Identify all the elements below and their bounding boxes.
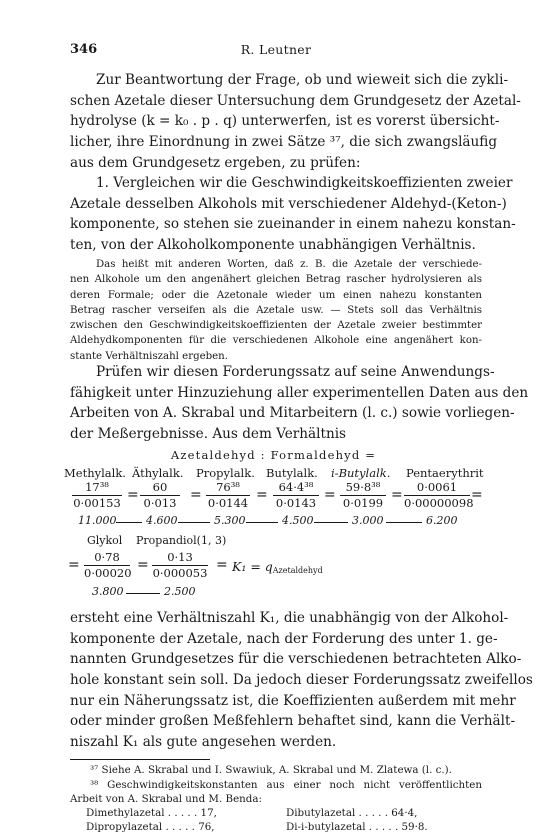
text-line: zwischen den Geschwindigkeitskoeffizienten der Azetale zweier bestimmter <box>70 320 482 332</box>
ratio-value: 2.500 <box>164 585 196 598</box>
numerator: 0·13 <box>167 550 193 564</box>
text-line: deren Formale; oder die Azetonale wieder um einen nahezu konstanten <box>70 289 482 301</box>
denominator: 0·0144 <box>207 496 249 510</box>
text-line: Aldehydkomponenten für die verschiedenen Alkohole eine angenähert kon- <box>70 335 482 347</box>
numerator: 0·78 <box>94 550 120 564</box>
text-line: hole konstant sein soll. Da jedoch dieser Forderungssatz zweifellos <box>70 672 533 689</box>
footnote-table-cell: Dimethylazetal . . . . . 17, <box>86 807 217 819</box>
text-line: oder minder großen Meßfehlern behaftet sind, kann die Verhält- <box>70 713 516 730</box>
formula-title: Azetaldehyd : Formaldehyd = <box>170 448 377 462</box>
ratio-connector <box>126 593 160 594</box>
col-header-ibutylalk: i-Butylalk. <box>331 466 391 480</box>
col-header-aethylalk: Äthylalk. <box>132 466 184 480</box>
equals-sign: = <box>256 487 268 503</box>
text-line: ersteht eine Verhältniszahl K₁, die unabhängig von der Alkohol- <box>70 610 509 626</box>
equals-sign: = <box>216 557 228 573</box>
denominator: 0·0143 <box>275 496 317 510</box>
result-subscript: Azetaldehyd <box>272 566 323 575</box>
ratio-value: 11.000 <box>78 514 117 527</box>
ratio-value: 4.600 <box>146 514 178 527</box>
text-line: komponente der Azetale, nach der Forderung des unter 1. ge- <box>70 630 498 647</box>
footnote-38: ³⁸ Geschwindigkeitskonstanten aus einer noch nicht veröffentlichten <box>90 778 482 791</box>
fraction-butyl <box>273 480 319 511</box>
denominator: 0·00020 <box>84 566 132 580</box>
fraction-propandiol <box>152 550 208 581</box>
paragraph-smallprint <box>70 257 482 364</box>
text-line: Prüfen wir diesen Forderungssatz auf seine Anwendungs- <box>96 364 495 380</box>
ratio-value: 3.000 <box>352 514 384 527</box>
result-lhs: K₁ = q <box>232 559 273 574</box>
footnote-table-cell: Dipropylazetal . . . . . 76, <box>86 821 215 833</box>
equals-sign: = <box>324 487 336 503</box>
text-line: Betrag rascher verseifen als die Azetale usw. — Stets soll das Verhältnis <box>70 304 482 316</box>
denominator: 0·0199 <box>342 496 384 510</box>
fraction-ibutyl <box>340 480 386 511</box>
equals-sign: = <box>127 487 139 503</box>
ratio-connector <box>178 522 210 523</box>
footnote-rule <box>70 759 210 760</box>
ratio-value: 6.200 <box>426 514 458 527</box>
text-line: licher, ihre Einordnung in zwei Sätze ³⁷, die sich zwangsläufig <box>70 134 498 151</box>
text-line: Zur Beantwortung der Frage, ob und wieweit sich die zykli- <box>96 72 509 88</box>
text-line: hydrolyse (k = k₀ . p . q) unterwerfen, ist es vorerst übersicht- <box>70 113 500 130</box>
page-header <box>70 42 482 62</box>
text-line: schen Azetale dieser Untersuchung dem Grundgesetz der Azetal- <box>70 92 521 109</box>
footnote-38-cont: Arbeit von A. Skrabal und M. Benda: <box>70 793 263 805</box>
text-line: der Meßergebnisse. Aus dem Verhältnis <box>70 426 347 443</box>
text-line: ten, von der Alkoholkomponente unabhängigen Verhältnis. <box>70 237 476 254</box>
text-line: stante Verhältniszahl ergeben. <box>70 350 228 362</box>
fraction-propyl <box>206 480 250 511</box>
ratio-value: 5.300 <box>214 514 246 527</box>
numerator: 17³⁸ <box>85 480 109 494</box>
footnote-table-cell: Di-i-butylazetal . . . . . 59·8. <box>286 821 428 833</box>
text-line: 1. Vergleichen wir die Geschwindigkeitskoeffizienten zweier <box>96 175 513 191</box>
equals-sign: = <box>391 487 403 503</box>
ratio-value: 3.800 <box>92 585 124 598</box>
col-header-butylalk: Butylalk. <box>266 466 318 480</box>
text-line: Azetale desselben Alkohols mit verschiedener Aldehyd-(Keton-) <box>70 195 507 212</box>
ratio-connector <box>314 522 348 523</box>
numerator: 59·8³⁸ <box>345 480 381 494</box>
col-header-propylalk: Propylalk. <box>196 466 255 480</box>
running-head: R. Leutner <box>240 42 312 57</box>
equals-sign: = <box>471 487 483 503</box>
denominator: 0·013 <box>143 496 177 510</box>
numerator: 0·0061 <box>416 480 458 494</box>
footnotes <box>70 763 482 807</box>
result-k1 <box>232 559 323 574</box>
numerator: 76³⁸ <box>216 480 240 494</box>
ratio-connector <box>386 522 422 523</box>
fraction-methyl <box>72 480 122 511</box>
ratio-connector <box>246 522 278 523</box>
paragraph-examination <box>70 362 529 445</box>
paragraph-conclusion <box>70 608 533 753</box>
text-line: komponente, so stehen sie zueinander in einem nahezu konstan- <box>70 216 516 233</box>
paragraph-principle-1 <box>70 173 516 256</box>
text-line: nur ein Näherungssatz ist, die Koeffizienten außerdem mit mehr <box>70 692 516 709</box>
equals-sign: = <box>68 557 80 573</box>
numerator: 64·4³⁸ <box>278 480 314 494</box>
text-line: niszahl K₁ als gute angesehen werden. <box>70 734 337 751</box>
text-line: nen Alkohole um den angenähert gleichen Betrag rascher hydrolysieren als <box>70 274 482 286</box>
equals-sign: = <box>137 557 149 573</box>
equals-sign: = <box>190 487 202 503</box>
ratio-connector <box>116 522 142 523</box>
paragraph-intro <box>70 70 521 173</box>
col-header-pentaerythrit: Pentaerythrit <box>406 466 484 480</box>
numerator: 60 <box>152 480 168 494</box>
fraction-aethyl <box>140 480 180 511</box>
text-line: nannten Grundgesetzes für die verschiedenen betrachteten Alko- <box>70 651 522 668</box>
fraction-glykol <box>84 550 130 581</box>
ratio-value: 4.500 <box>282 514 314 527</box>
page-number: 346 <box>70 42 98 57</box>
text-line: fähigkeit unter Hinzuziehung aller experimentellen Daten aus den <box>70 384 529 401</box>
text-line: aus dem Grundgesetz ergeben, zu prüfen: <box>70 154 361 171</box>
denominator: 0·00153 <box>73 496 121 510</box>
col-header-glykol: Glykol <box>87 534 123 547</box>
text-line: Das heißt mit anderen Worten, daß z. B. die Azetale der verschiede- <box>96 259 482 270</box>
text-line: Arbeiten von A. Skrabal und Mitarbeitern (l. c.) sowie vorliegen- <box>70 405 515 422</box>
col-header-methylalk: Methylalk. <box>64 466 126 480</box>
denominator: 0·00000098 <box>404 496 474 510</box>
footnote-37: ³⁷ Siehe A. Skrabal und I. Swawiuk, A. Skrabal und M. Zlatewa (l. c.). <box>90 764 452 776</box>
fraction-pentaerythrit <box>404 480 474 511</box>
footnote-table-cell: Dibutylazetal . . . . . 64·4, <box>286 807 418 819</box>
col-header-propandiol: Propandiol(1, 3) <box>136 534 227 547</box>
denominator: 0·000053 <box>152 566 208 580</box>
